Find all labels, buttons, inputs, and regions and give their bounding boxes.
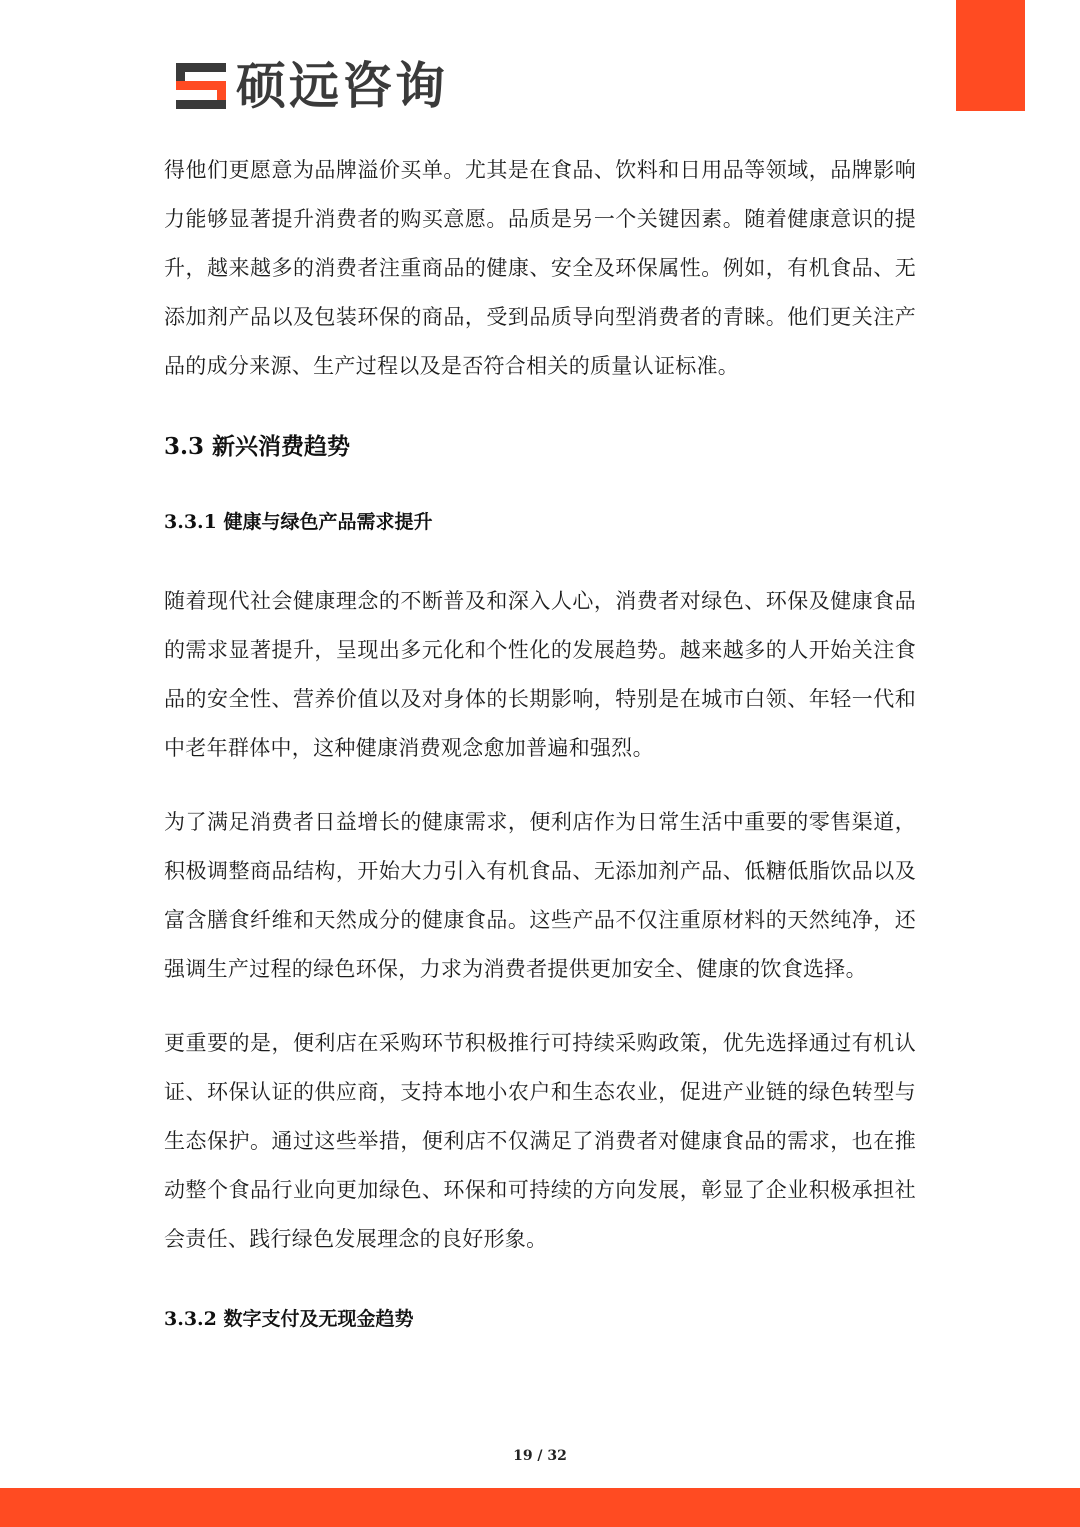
brand-name: 硕远咨询	[236, 57, 448, 115]
section-title: 3.3 新兴消费趋势	[164, 433, 351, 460]
subsection-title-health: 3.3.1 健康与绿色产品需求提升	[164, 511, 433, 533]
document-body	[164, 146, 916, 1334]
page-number: 19 / 32	[513, 1448, 567, 1464]
brand-logo	[176, 56, 448, 116]
header-accent-tab	[956, 0, 1025, 111]
paragraph-health-3: 更重要的是，便利店在采购环节积极推行可持续采购政策，优先选择通过有机认证、环保认证的供应商，支持本地小农户和生态农业，促进产业链的绿色转型与生态保护。通过这些举措，便利店不仅满足了消费者对健康食品的需求，也在推动整个食品行业向更加绿色、环保和可持续的方向发展，彰显了企业积极承担社会责任、践行绿色发展理念的良好形象。	[164, 1031, 916, 1251]
paragraph-continued: 得他们更愿意为品牌溢价买单。尤其是在食品、饮料和日用品等领域，品牌影响力能够显著提升消费者的购买意愿。品质是另一个关键因素。随着健康意识的提升，越来越多的消费者注重商品的健康、安全及环保属性。例如，有机食品、无添加剂产品以及包装环保的商品，受到品质导向型消费者的青睐。他们更关注产品的成分来源、生产过程以及是否符合相关的质量认证标准。	[164, 158, 916, 378]
paragraph-health-2: 为了满足消费者日益增长的健康需求，便利店作为日常生活中重要的零售渠道，积极调整商品结构，开始大力引入有机食品、无添加剂产品、低糖低脂饮品以及富含膳食纤维和天然成分的健康食品。这些产品不仅注重原材料的天然纯净，还强调生产过程的绿色环保，力求为消费者提供更加安全、健康的饮食选择。	[164, 810, 916, 981]
paragraph-health-1: 随着现代社会健康理念的不断普及和深入人心，消费者对绿色、环保及健康食品的需求显著提升，呈现出多元化和个性化的发展趋势。越来越多的人开始关注食品的安全性、营养价值以及对身体的长期影响，特别是在城市白领、年轻一代和中老年群体中，这种健康消费观念愈加普遍和强烈。	[164, 589, 916, 760]
footer-accent-bar	[0, 1488, 1080, 1527]
subsection-title-payment: 3.3.2 数字支付及无现金趋势	[164, 1308, 414, 1330]
logo-mark-icon	[176, 63, 226, 109]
